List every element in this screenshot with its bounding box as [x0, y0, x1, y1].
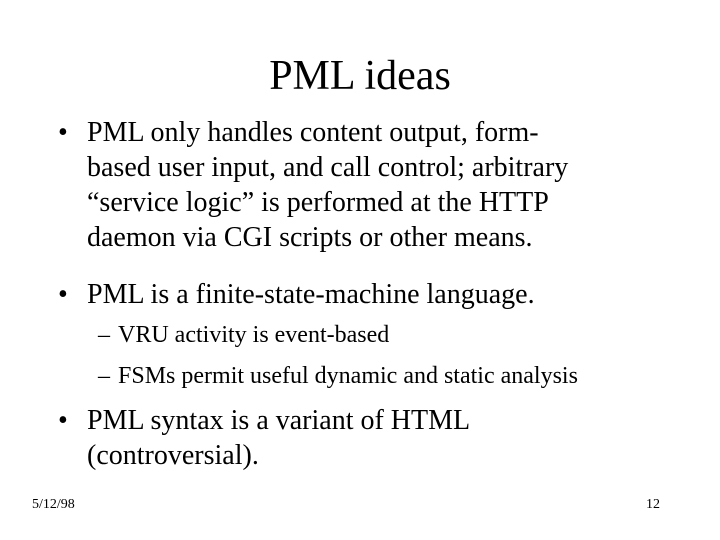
- bullet-marker: •: [58, 279, 68, 310]
- bullet-marker: •: [58, 405, 68, 436]
- sub-bullet-marker: –: [98, 363, 110, 389]
- sub-bullet-item-2: [98, 361, 708, 391]
- bullet-line: (controversial).: [87, 440, 259, 471]
- sub-bullet-item-1: [98, 320, 708, 350]
- bullet-line: based user input, and call control; arbitrary: [87, 152, 569, 183]
- bullet-line: PML syntax is a variant of HTML: [87, 405, 471, 436]
- bullet-marker: •: [58, 117, 68, 148]
- bullet-item-3: [58, 403, 698, 473]
- slide-title: PML ideas: [269, 53, 451, 99]
- footer-page-number: 12: [646, 497, 660, 512]
- bullet-line: PML is a finite-state-machine language.: [87, 279, 535, 310]
- bullet-line: daemon via CGI scripts or other means.: [87, 222, 533, 253]
- bullet-text: [87, 277, 698, 312]
- bullet-item-1: [58, 115, 698, 255]
- sub-bullet-marker: –: [98, 322, 110, 348]
- sub-bullet-text: FSMs permit useful dynamic and static analysis: [118, 363, 578, 389]
- footer-date: 5/12/98: [32, 497, 75, 512]
- bullet-item-2: [58, 277, 698, 312]
- bullet-line: “service logic” is performed at the HTTP: [87, 187, 549, 218]
- bullet-text: [87, 403, 698, 473]
- sub-bullet-text: VRU activity is event-based: [118, 322, 390, 348]
- bullet-line: PML only handles content output, form-: [87, 117, 539, 148]
- bullet-text: [87, 115, 698, 255]
